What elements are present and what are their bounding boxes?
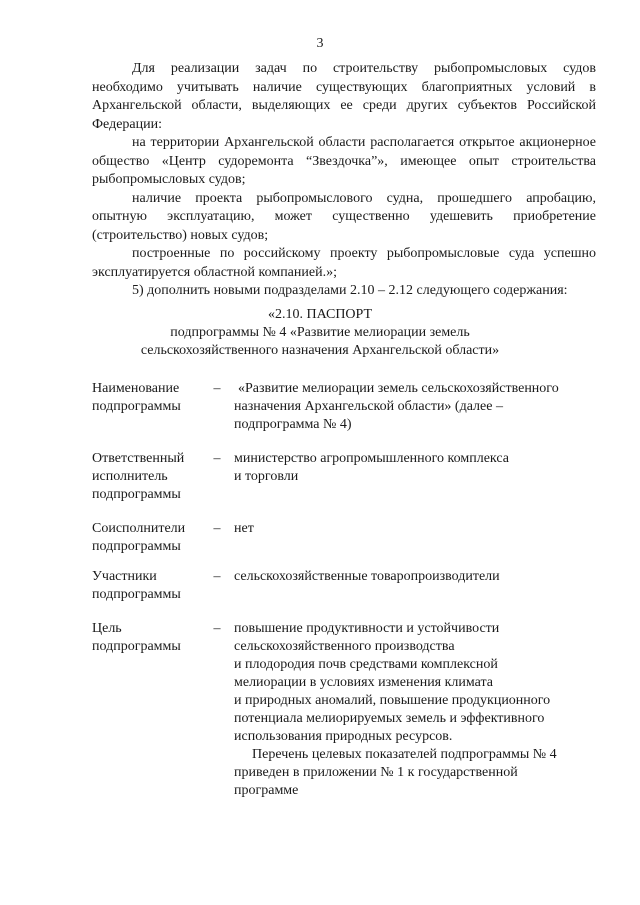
row-value — [234, 450, 596, 486]
label-line: подпрограммы — [92, 639, 181, 654]
passport-row-coexecutors — [92, 520, 596, 558]
value-line: назначения Архангельской области» (далее – — [234, 399, 503, 414]
row-dash: – — [213, 621, 221, 636]
value-line: сельскохозяйственные товаропроизводители — [234, 569, 500, 584]
paragraph-zvezdochka: на территории Архангельской области располагается открытое акционерное общество «Центр судоремонта “Звездочка”», имеющее опыт строительства рыбопромысловых судов; — [92, 135, 596, 187]
label-line: Цель — [92, 621, 122, 636]
row-label — [92, 380, 204, 416]
body-text — [92, 60, 596, 301]
row-label — [92, 568, 204, 604]
row-value — [234, 380, 596, 434]
paragraph-operation: построенные по российскому проекту рыбопромысловые суда успешно эксплуатируется областной компанией.»; — [92, 246, 596, 280]
row-dash: – — [213, 451, 221, 466]
value-line: и торговли — [234, 469, 299, 484]
row-dash: – — [213, 569, 221, 584]
value-line: повышение продуктивности и устойчивости — [234, 621, 500, 636]
value-line: и природных аномалий, повышение продукционного — [234, 693, 551, 708]
value-line: использования природных ресурсов. — [234, 729, 453, 744]
row-dash: – — [213, 521, 221, 536]
label-line: Ответственный — [92, 451, 185, 466]
value-line: сельскохозяйственного производства — [234, 639, 455, 654]
value-line: и плодородия почв средствами комплексной — [234, 657, 498, 672]
row-label — [92, 520, 204, 556]
value-line: потенциала мелиорируемых земель и эффективного — [234, 711, 545, 726]
value-line: министерство агропромышленного комплекса — [234, 451, 509, 466]
passport-row-participants — [92, 568, 596, 606]
note-line: Перечень целевых показателей подпрограммы № 4 — [252, 747, 557, 762]
heading-line-2: подпрограммы № 4 «Развитие мелиорации земель — [170, 325, 470, 340]
paragraph-amendment: 5) дополнить новыми подразделами 2.10 – 2.12 следующего содержания: — [132, 283, 568, 298]
passport-row-goal — [92, 620, 596, 800]
row-value — [234, 520, 596, 538]
heading-line-1: «2.10. ПАСПОРТ — [267, 307, 373, 322]
heading-line-3: сельскохозяйственного назначения Архангельской области» — [140, 343, 500, 358]
label-line: Наименование — [92, 381, 180, 396]
paragraph-intro: Для реализации задач по строительству рыбопромысловых судов необходимо учитывать наличие существующих благоприятных условий в Архангельской области, выделяющих ее среди других субъектов Российской Федерации: — [92, 61, 596, 132]
value-line: «Развитие мелиорации земель сельскохозяйственного — [238, 381, 559, 396]
row-dash: – — [213, 381, 221, 396]
row-value — [234, 568, 596, 586]
page-number: 3 — [316, 36, 324, 51]
label-line: Соисполнители — [92, 521, 186, 536]
label-line: подпрограммы — [92, 399, 181, 414]
passport-row-name — [92, 380, 596, 436]
value-line: мелиорации в условиях изменения климата — [234, 675, 494, 690]
label-line: подпрограммы — [92, 487, 181, 502]
label-line: исполнитель — [92, 469, 168, 484]
passport-row-executor — [92, 450, 596, 506]
label-line: Участники — [92, 569, 157, 584]
label-line: подпрограммы — [92, 587, 181, 602]
paragraph-project: наличие проекта рыбопромыслового судна, прошедшего апробацию, опытную эксплуатацию, может существенно удешевить приобретение (строительство) новых судов; — [92, 190, 596, 243]
value-line: нет — [234, 521, 254, 536]
note-line: приведен в приложении № 1 к государственной — [234, 765, 518, 780]
note-line: программе — [234, 783, 299, 798]
label-line: подпрограммы — [92, 539, 181, 554]
row-label — [92, 620, 204, 656]
row-value — [234, 620, 596, 800]
row-label — [92, 450, 204, 504]
passport-heading — [0, 306, 640, 360]
value-line: подпрограмма № 4) — [234, 417, 352, 432]
